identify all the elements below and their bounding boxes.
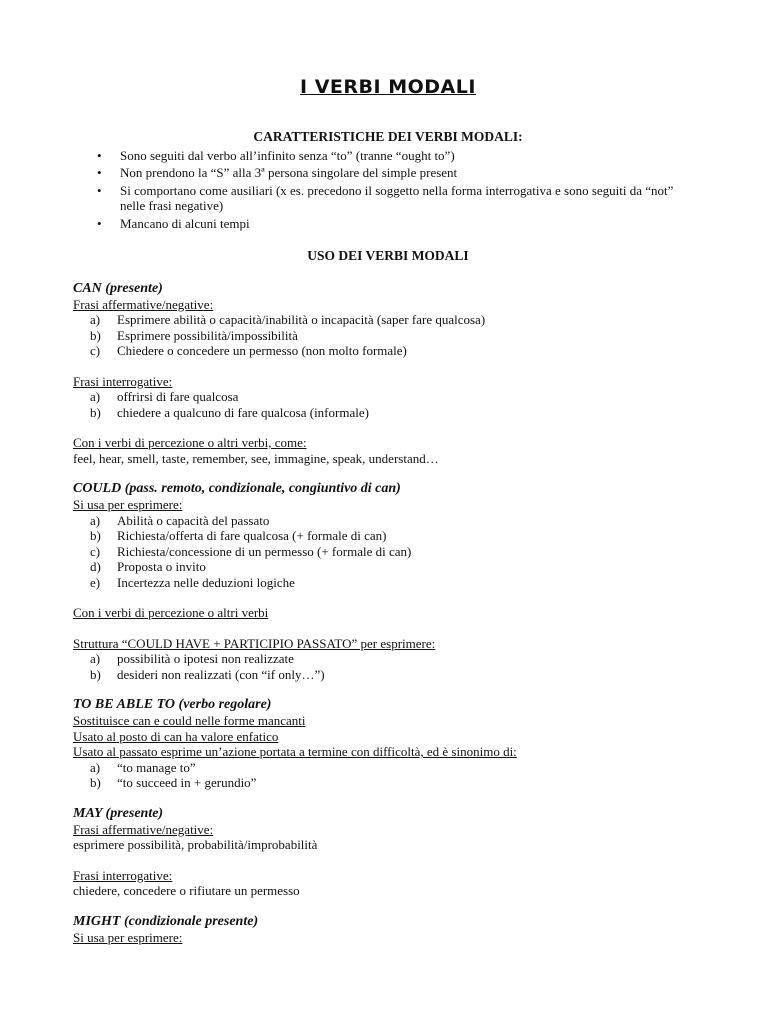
list-item: • Sono seguiti dal verbo all’infinito senza “to” (tranne “ought to”) [120,148,703,164]
list-item: • Non prendono la “S” alla 3ª persona singolare del simple present [120,165,703,181]
list-marker: b) [90,327,101,343]
can-affermative-list [73,312,703,359]
list-item-text: Esprimere possibilità/impossibilità [117,327,298,343]
may-affermative-label: Frasi affermative/negative: [73,821,214,837]
list-marker: a) [90,312,101,327]
list-item [90,759,703,776]
can-interrogative-label: Frasi interrogative: [73,373,173,389]
list-marker: a) [90,651,101,666]
may-affermative-text: esprimere possibilità, probabilità/improbabilità [73,837,318,852]
list-marker: a) [90,759,101,775]
list-marker: a) [90,512,101,528]
list-item-text: possibilità o ipotesi non realizzate [117,651,294,666]
list-item-text: Incertezza nelle deduzioni logiche [117,574,295,590]
caratteristiche-list [73,148,703,232]
may-interrogative-text: chiedere, concedere o rifiutare un permesso [73,883,300,898]
list-item-text: Proposta o invito [117,559,206,574]
can-percezione-verbs: feel, hear, smell, taste, remember, see, immagine, speak, understand… [73,450,439,466]
could-usa-label: Si usa per esprimere: [73,497,183,512]
be-able-list [73,760,703,791]
list-marker: b) [90,528,101,543]
spacer [73,791,703,806]
could-struttura-list [73,651,703,682]
list-item [90,512,703,529]
list-item-text: Chiedere o concedere un permesso (non molto formale) [117,343,407,358]
list-item [90,574,703,591]
list-item-text: Esprimere abilità o capacità/inabilità o incapacità (saper fare qualcosa) [117,312,486,327]
list-marker: b) [90,404,101,420]
list-marker: b) [90,666,101,682]
list-item [90,651,703,667]
could-struttura-label: Struttura “COULD HAVE + PARTICIPIO PASSATO” per esprimere: [73,635,436,651]
spacer [73,899,703,914]
spacer [73,466,703,481]
can-interrogative-list [73,389,703,420]
list-item-text: desideri non realizzati (con “if only…”) [117,666,325,682]
might-usa-label: Si usa per esprimere: [73,929,183,945]
list-item [90,327,703,344]
list-marker: c) [90,343,101,358]
list-item [90,404,703,421]
list-item [90,543,703,560]
list-item [90,312,703,328]
list-item-text: “to manage to” [117,759,196,775]
could-heading: COULD (pass. remoto, condizionale, congiuntivo di can) [73,481,401,496]
may-interrogative-label: Frasi interrogative: [73,867,173,883]
list-item [90,559,703,575]
spacer [73,590,703,605]
uso-heading: USO DEI VERBI MODALI [307,248,469,263]
list-item-text: offrirsi di fare qualcosa [117,389,239,404]
be-able-heading: TO BE ABLE TO (verbo regolare) [73,697,272,712]
list-item-text: Richiesta/concessione di un permesso (+ formale di can) [117,543,412,559]
list-item-text: Richiesta/offerta di fare qualcosa (+ formale di can) [117,528,387,543]
list-marker: b) [90,775,101,790]
spacer [73,853,703,868]
could-percezione-label: Con i verbi di percezione o altri verbi [73,605,269,620]
list-item [90,666,703,683]
list-marker: a) [90,389,101,404]
list-item [90,343,703,359]
list-item-text: “to succeed in + gerundio” [117,775,257,790]
list-marker: e) [90,574,101,590]
can-heading: CAN (presente) [73,280,163,296]
list-item [90,528,703,544]
list-item [90,389,703,405]
list-item: • Si comportano come ausiliari (x es. precedono il soggetto nella forma interrogativa e sono seguiti da “not” nelle frasi negative) [120,183,703,214]
list-item: • Mancano di alcuni tempi [120,216,703,232]
spacer [73,682,703,697]
caratteristiche-heading: CARATTERISTICHE DEI VERBI MODALI: [253,129,523,144]
may-heading: MAY (presente) [73,805,164,821]
spacer [73,359,703,374]
list-item-text: Abilità o capacità del passato [117,512,270,528]
spacer [73,621,703,636]
could-list [73,513,703,591]
list-marker: d) [90,559,101,574]
document-title: I VERBI MODALI [300,76,476,98]
can-affermative-label: Frasi affermative/negative: [73,296,214,312]
be-able-line: Sostituisce can e could nelle forme mancanti [73,713,306,728]
spacer [73,420,703,435]
list-item-text: chiedere a qualcuno di fare qualcosa (informale) [117,404,369,420]
document-content [73,76,703,945]
be-able-line: Usato al passato esprime un’azione portata a termine con difficoltà, ed è sinonimo di: [73,744,517,759]
might-heading: MIGHT (condizionale presente) [73,913,259,929]
list-marker: c) [90,543,101,559]
can-percezione-label: Con i verbi di percezione o altri verbi, come: [73,435,307,450]
list-item [90,775,703,791]
be-able-line: Usato al posto di can ha valore enfatico [73,728,279,744]
